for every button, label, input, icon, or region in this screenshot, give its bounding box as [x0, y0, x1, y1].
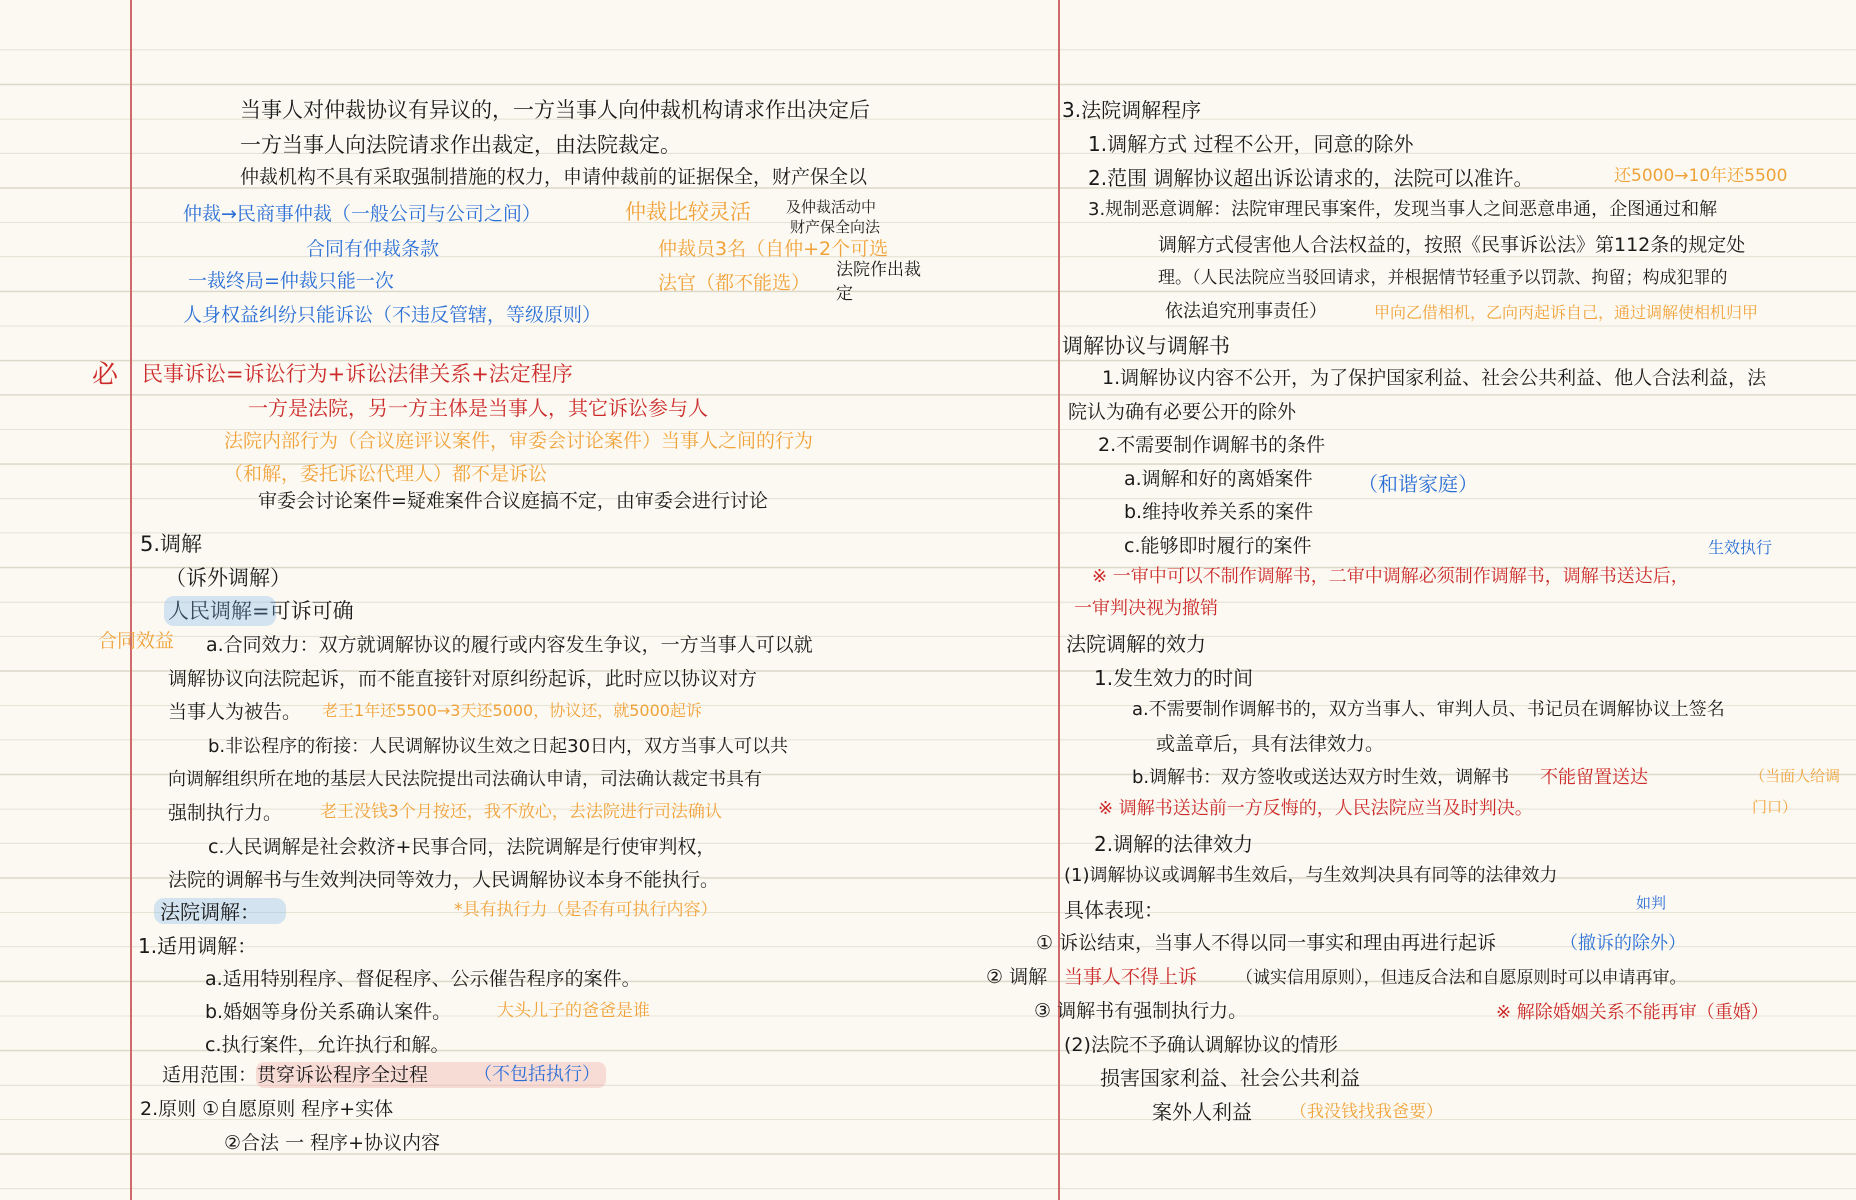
side-note: 财产保全向法 [790, 218, 881, 236]
note-line: 调解协议向法院起诉，而不能直接针对原纠纷起诉，此时应以协议对方 [168, 668, 758, 690]
blue-note: （和谐家庭） [1358, 472, 1478, 496]
orange-note: 老王没钱3个月按还，我不放心，去法院进行司法确认 [320, 802, 722, 822]
note-line: 向调解组织所在地的基层人民法院提出司法确认申请，司法确认裁定书具有 [168, 769, 762, 790]
note-line: （诉外调解） [165, 566, 291, 590]
side-note: 及仲裁活动中 [786, 198, 877, 216]
note-line: ① 诉讼结束，当事人不得以同一事实和理由再进行起诉 [1036, 932, 1497, 954]
note-line: 人民调解=可诉可确 [168, 599, 354, 623]
note-line: 院认为确有必要公开的除外 [1068, 401, 1297, 423]
note-line: 2.原则 ①自愿原则 程序+实体 [140, 1098, 394, 1120]
note-line: 理。（人民法院应当驳回请求，并根据情节轻重予以罚款、拘留；构成犯罪的 [1158, 268, 1728, 288]
blue-note: 一裁终局=仲裁只能一次 [188, 270, 394, 292]
note-line: 3.规制恶意调解：法院审理民事案件，发现当事人之间恶意串通，企图通过和解 [1088, 199, 1718, 220]
note-line: 2.调解的法律效力 [1094, 832, 1254, 856]
left-margin-line [130, 0, 132, 1200]
note-line: b.维持收养关系的案件 [1124, 501, 1314, 523]
note-line: 当事人对仲裁协议有异议的，一方当事人向仲裁机构请求作出决定后 [240, 98, 870, 122]
note-line: 一方当事人向法院请求作出裁定，由法院裁定。 [240, 133, 681, 157]
blue-note: 合同有仲裁条款 [306, 238, 440, 260]
blue-note: 生效执行 [1708, 538, 1773, 557]
note-line: 仲裁机构不具有采取强制措施的权力，申请仲裁前的证据保全，财产保全以 [240, 166, 868, 188]
note-line: 审委会讨论案件=疑难案件合议庭搞不定，由审委会进行讨论 [258, 490, 768, 512]
section-heading: 5.调解 [140, 532, 203, 556]
section-heading: 法院调解的效力 [1066, 632, 1206, 656]
note-line: 依法追究刑事责任） [1165, 301, 1327, 322]
orange-note: 法官（都不能选） [658, 272, 811, 294]
red-note: 一方是法院，另一方主体是当事人，其它诉讼参与人 [248, 396, 708, 420]
blue-note: 人身权益纠纷只能诉讼（不违反管辖，等级原则） [183, 304, 602, 326]
side-note: 定 [836, 284, 853, 304]
note-line: 1.调解协议内容不公开，为了保护国家利益、社会公共利益、他人合法利益，法 [1102, 367, 1767, 389]
blue-note: 仲裁→民商事仲裁（一般公司与公司之间） [183, 203, 541, 225]
orange-note: （和解，委托诉讼代理人）都不是诉讼 [224, 463, 548, 485]
note-line: 当事人为被告。 [168, 701, 302, 723]
red-note: 民事诉讼=诉讼行为+诉讼法律关系+法定程序 [142, 362, 573, 386]
red-note: ※ 解除婚姻关系不能再审（重婚） [1496, 1002, 1769, 1023]
note-line: c.人民调解是社会救济+民事合同，法院调解是行使审判权， [208, 836, 716, 858]
orange-note: 法院内部行为（合议庭评议案件，审委会讨论案件）当事人之间的行为 [224, 430, 814, 452]
orange-note: 还5000→10年还5500 [1614, 166, 1788, 186]
orange-note: *具有执行力（是否有可执行内容） [454, 900, 718, 920]
note-line: 2.不需要制作调解书的条件 [1098, 434, 1326, 456]
orange-side-note: 合同效益 [98, 630, 175, 652]
note-line: 强制执行力。 [168, 802, 283, 824]
note-line: (2)法院不予确认调解协议的情形 [1064, 1034, 1338, 1056]
note-line: 法院的调解书与生效判决同等效力，人民调解协议本身不能执行。 [168, 869, 720, 891]
red-note: ※ 一审中可以不制作调解书，二审中调解必须制作调解书，调解书送达后， [1092, 566, 1689, 587]
orange-note: 甲向乙借相机，乙向丙起诉自己，通过调解使相机归甲 [1374, 303, 1759, 322]
note-line: 案外人利益 [1152, 1100, 1252, 1124]
note-line: (1)调解协议或调解书生效后，与生效判决具有同等的法律效力 [1064, 865, 1558, 886]
note-line: 1.适用调解： [138, 934, 258, 958]
note-line: ② 调解 [986, 966, 1048, 988]
note-line: ③ 调解书有强制执行力。 [1034, 1000, 1248, 1022]
section-heading: 3.法院调解程序 [1062, 98, 1202, 122]
note-line: 具体表现： [1064, 898, 1164, 922]
note-line: 适用范围：贯穿诉讼程序全过程 [162, 1064, 429, 1086]
important-mark: 必 [92, 360, 119, 390]
note-line: c.执行案件，允许执行和解。 [205, 1034, 450, 1056]
blue-highlight [164, 596, 276, 626]
blue-note: （撤诉的除外） [1560, 933, 1686, 954]
note-line: 损害国家利益、社会公共利益 [1100, 1066, 1360, 1090]
note-line: a.不需要制作调解书的，双方当事人、审判人员、书记员在调解协议上签名 [1132, 699, 1725, 720]
note-line: 法院调解： [160, 900, 260, 924]
note-line: ②合法 一 程序+协议内容 [224, 1132, 441, 1154]
red-note: 当事人不得上诉 [1064, 966, 1198, 988]
note-line: b.婚姻等身份关系确认案件。 [205, 1001, 452, 1023]
orange-note: 老王1年还5500→3天还5000，协议还，就5000起诉 [322, 701, 702, 720]
note-line: 2.范围 调解协议超出诉讼请求的，法院可以准许。 [1088, 166, 1534, 190]
note-line: 或盖章后，具有法律效力。 [1156, 733, 1385, 755]
red-note: ※ 调解书送达前一方反悔的，人民法院应当及时判决。 [1098, 798, 1533, 819]
red-note: 一审判决视为撤销 [1074, 598, 1218, 619]
orange-note: 大头儿子的爸爸是谁 [497, 1001, 650, 1021]
note-line: a.适用特别程序、督促程序、公示催告程序的案件。 [205, 968, 641, 990]
side-note: 法院作出裁 [836, 260, 921, 280]
orange-note: 仲裁比较灵活 [625, 200, 751, 224]
note-line: 1.调解方式 过程不公开，同意的除外 [1088, 132, 1414, 156]
note-line: a.合同效力：双方就调解协议的履行或内容发生争议，一方当事人可以就 [206, 634, 813, 656]
note-line: 调解方式侵害他人合法权益的，按照《民事诉讼法》第112条的规定处 [1158, 234, 1746, 256]
blue-note: 如判 [1636, 894, 1667, 912]
orange-note: （我没钱找我爸要） [1290, 1102, 1443, 1122]
note-line: 1.发生效力的时间 [1094, 666, 1254, 690]
orange-note: 门口） [1752, 798, 1798, 816]
note-line: （诚实信用原则），但违反合法和自愿原则时可以申请再审。 [1236, 968, 1687, 988]
orange-note: 仲裁员3名（自仲+2个可选 [658, 238, 889, 260]
red-note: 不能留置送达 [1540, 767, 1648, 788]
note-line: c.能够即时履行的案件 [1124, 535, 1312, 557]
note-line: b.调解书：双方签收或送达双方时生效，调解书 [1132, 767, 1510, 788]
blue-note: （不包括执行） [474, 1064, 600, 1085]
section-heading: 调解协议与调解书 [1062, 334, 1230, 358]
orange-note: （当面人给调 [1750, 767, 1841, 785]
note-line: a.调解和好的离婚案件 [1124, 468, 1313, 490]
note-line: b.非讼程序的衔接：人民调解协议生效之日起30日内，双方当事人可以共 [208, 736, 789, 757]
